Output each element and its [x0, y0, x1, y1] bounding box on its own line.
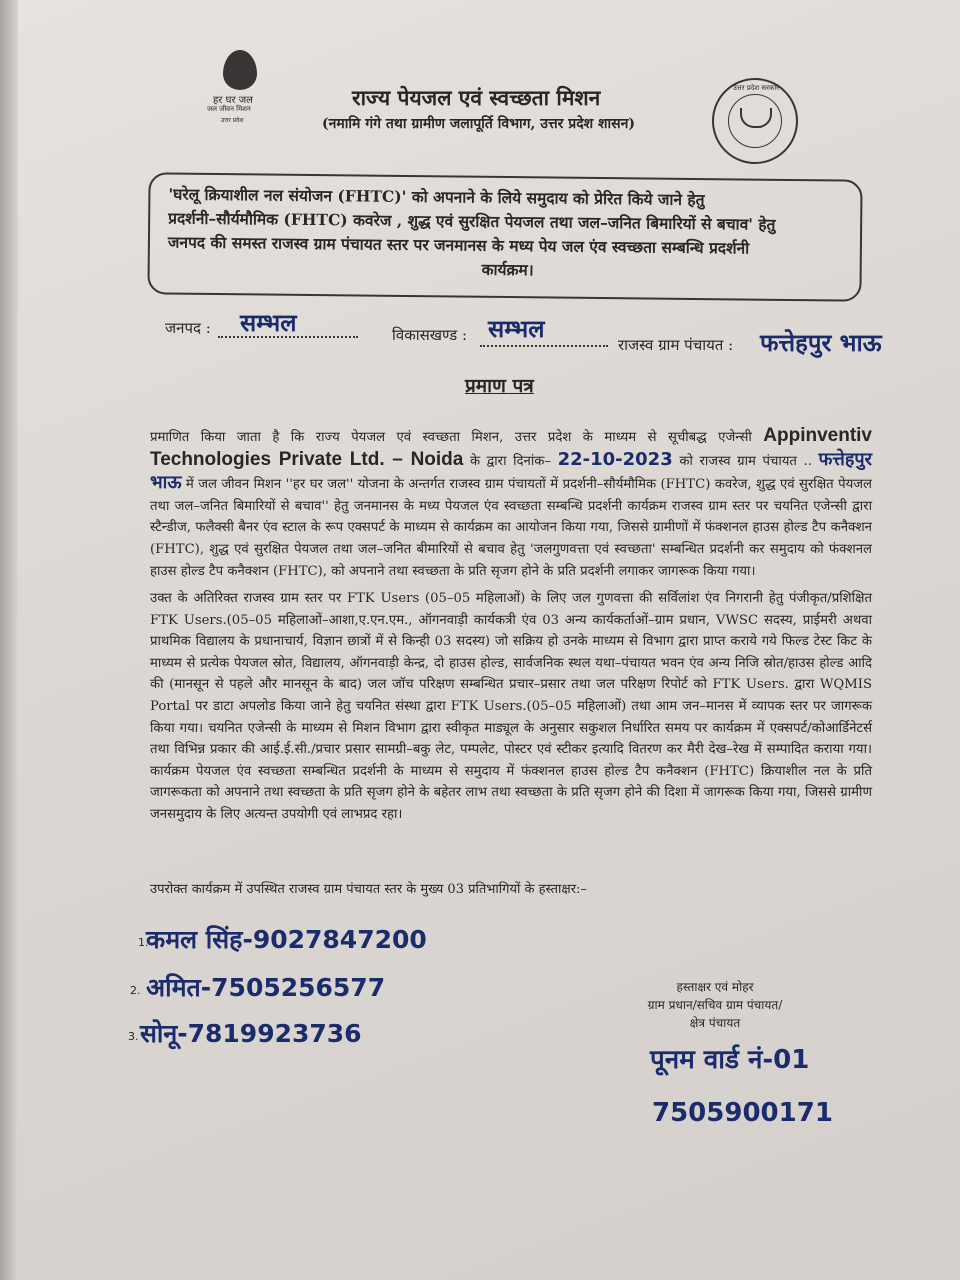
program-line-2: प्रदर्शनी–सौर्यमौमिक (FHTC) कवरेज , शुद्ध एवं सुरक्षित पेयजल तथा जल–जनित बिमारियों से बचाव' हेतु [168, 208, 776, 234]
pradhan-phone-handwritten: 7505900171 [652, 1098, 833, 1128]
p1-part-a: प्रमाणित किया जाता है कि राज्य पेयजल एवं स्वच्छता मिशन, उत्तर प्रदेश के माध्यम से सूचीबद्ध एजेन्सी [150, 430, 752, 445]
block-value-handwritten: सम्भल [488, 315, 545, 343]
signature-stamp-label [620, 978, 810, 1032]
logo-line-3: उत्तर प्रदेश [221, 117, 244, 124]
header-title: राज्य पेयजल एवं स्वच्छता मिशन [352, 85, 601, 110]
program-date-handwritten: 22-10-2023 [557, 448, 673, 470]
certificate-paragraph-2: उक्त के अतिरिक्त राजस्व ग्राम स्तर पर FTK Users (05–05 महिलाओं) के लिए जल गुणवत्ता की सर्विलांश एंव निगरानी हेतु पंजीकृत/प्रशिक्षित FTK Users.(05–05 महिलाओं–आशा,ए.एन.एम., ऑगनवाड़ी कार्यकत्री एंव 03 अन्य कार्यकर्ताओं–ग्राम प्रधान, VWSC सदस्य, प्राईमरी अथवा प्राथमिक विद्यालय के प्रधानाचार्य, विज्ञान छात्रों में से किन्ही 03 सदस्य) जो सक्रिय हो उनके माध्यम से विभाग द्वारा प्राप्त कराये गये फिल्ड टेस्ट किट के माध्यम से प्रत्येक पेयजल स्रोत, विद्यालय, ऑगनवाड़ी केन्द्र, दो हाउस होल्ड, सार्वजनिक स्थल यथा–पंचायत भवन एंव अन्य निजि स्रोत/हाउस होल्ड आदि की (मानसून से पहले और मानसून के बाद) जल जॉच परिक्षण सम्बन्धित प्रचार–प्रसार तथा जल परिक्षण रिपोर्ट को FTK Users. द्वारा WQMIS Portal पर डाटा अपलोड किया जाने हेतु चयनित संस्था द्वारा FTK Users.(05–05 महिलाओं) तथा आम जन–मानस में व्यापक स्तर पर जागरूक किया गया। चयनित एजेन्सी के माध्यम से मिशन विभाग द्वारा स्वीकृत माड्यूल के अनुसार सकुशल निर्धारित समय पर कार्यक्रम में एक्सपर्ट/कोआर्डिनेटर्स तथा विभिन्न प्रकार की आई.ई.सी./प्रचार प्रसार सामग्री–बकु लेट, पम्पलेट, पोस्टर एवं स्टीकर इत्यादि वितरण कर मैरी देख–रेख में सम्पादित कराया गया। कार्यक्रम पेयजल एंव स्वच्छता सम्बन्धित प्रदर्शनी के माध्यम से समुदाय में फंक्शनल हाउस होल्ड टैप कनैक्शन (FHTC) क्रियाशील नल के प्रति जागरूकता को अपनाने तथा स्वच्छता के प्रति सृजग होने के बहेतर लाभ तथा स्वच्छता के प्रति सृजग होने की दिशा में जागरूक किया गया, जिससे ग्रामीण जनसमुदाय के लिए अत्यन्त उपयोगी एवं लाभप्रद रहा। [150, 591, 872, 822]
panchayat-label: राजस्व ग्राम पंचायत : [618, 336, 734, 354]
sign-label-line-3: क्षेत्र पंचायत [689, 1016, 741, 1030]
participant-2-signature: अमित-7505256577 [146, 973, 386, 1002]
up-government-seal-icon [712, 78, 798, 164]
block-label: विकासखण्ड : [392, 326, 468, 344]
agency-name: Appinventiv Technologies Private Ltd. – Noida [150, 425, 872, 470]
program-title-text [168, 182, 849, 285]
sign-label-line-1: हस्ताक्षर एवं मोहर [676, 980, 754, 994]
sign-label-line-2: ग्राम प्रधान/सचिव ग्राम पंचायत/ [647, 998, 783, 1012]
p1-part-b: के द्वारा दिनांक– [469, 453, 551, 469]
participant-3-number: 3. [128, 1030, 139, 1043]
program-line-3: जनपद की समस्त राजस्व ग्राम पंचायत स्तर पर जनमानस के मध्य पेय जल एंव स्वच्छता सम्बन्धि प्रदर्शनी [167, 232, 750, 258]
certificate-title: प्रमाण पत्र [465, 375, 534, 397]
district-label: जनपद : [165, 319, 211, 337]
village-handwritten: फत्तेहपुर भाऊ [150, 448, 872, 494]
participant-1-signature: कमल सिंह-9027847200 [146, 925, 427, 954]
header-subtitle: (नमामि गंगे तथा ग्रामीण जलापूर्ति विभाग, उत्तर प्रदेश शासन) [322, 116, 636, 132]
panchayat-value-handwritten: फत्तेहपुर भाऊ [760, 329, 882, 357]
seal-text: उत्तर प्रदेश सरकार [732, 84, 780, 92]
page-edge-shadow [0, 0, 18, 1280]
district-value-handwritten: सम्भल [240, 309, 297, 337]
har-ghar-jal-logo [205, 50, 275, 125]
program-line-1: 'घरेलू क्रियाशील नल संयोजन (FHTC)' को अपनाने के लिये समुदाय को प्रेरित किये जाने हेतु [168, 184, 705, 210]
pradhan-signature: पूनम वार्ड नं-01 [650, 1045, 810, 1075]
logo-line-2: जल जीवन मिशन [207, 105, 251, 113]
water-drop-icon [223, 50, 257, 90]
participant-2-number: 2. [130, 984, 141, 997]
program-title-box [147, 172, 862, 301]
participants-intro: उपरोक्त कार्यक्रम में उपस्थित राजस्व ग्राम पंचायत स्तर के मुख्य 03 प्रतिभागियों के हस्ताक्षर:– [150, 882, 587, 897]
logo-line-1: हर घर जल [213, 95, 253, 106]
p1-part-d: में जल जीवन मिशन ''हर घर जल'' योजना के अन्तर्गत राजस्व ग्राम पंचायतों में प्रदर्शनी–सौर्यमौमिक (FHTC) कवरेज, शुद्ध एवं सुरक्षित पेयजल तथा जल–जनित बिमारियों से बचाव'' हेतु जनमानस के मध्य पेयजल एंव स्वच्छता सम्बन्धि प्रदर्शनी कार्यक्रम राजस्व ग्राम स्तर पर चयनित एजेन्सी द्वारा स्टैन्डीज, फलैक्सी बैनर एंव स्टाल के रूप एक्सपर्ट के माध्यम से कार्यक्रम का आयोजन किया गया, जिससे ग्रामीणों में फंक्शनल हाउस होल्ड टैप कनैक्शन (FHTC), शुद्ध एवं सुरक्षित पेयजल तथा जल–जनित बीमारियों से बचाव हेतु 'जलगुणवत्ता एवं स्वच्छता' सम्बन्धित प्रदर्शनी कर समुदाय को फंक्शनल हाउस होल्ड टैप कनैक्शन (FHTC), को अपनाने तथा स्वच्छता के प्रति सृजग होने के प्रति प्रदर्शनी लगाकर जागरूक किया गया। [150, 477, 872, 579]
block-line [480, 345, 608, 347]
participant-1-number: 1. [138, 936, 149, 949]
participant-3-signature: सोनू-7819923736 [140, 1019, 362, 1048]
certificate-paragraph-1 [150, 425, 872, 582]
p1-part-c: को राजस्व ग्राम पंचायत .. [679, 453, 812, 469]
program-line-4: कार्यक्रम। [481, 259, 534, 280]
